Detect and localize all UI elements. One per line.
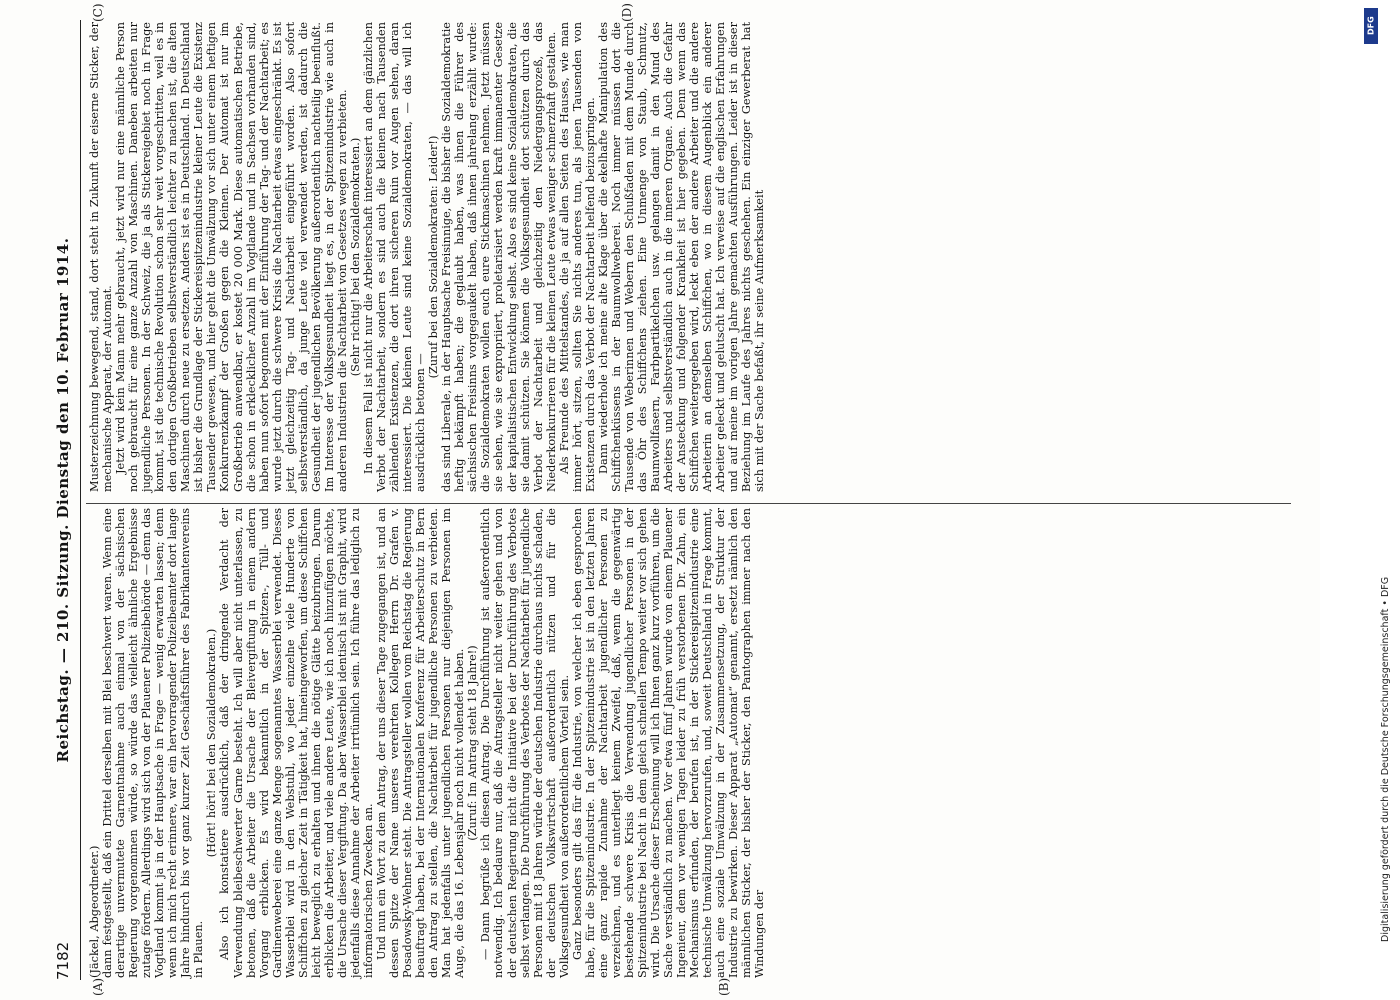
right-column bbox=[88, 22, 766, 492]
left-column bbox=[88, 508, 766, 978]
column-divider bbox=[86, 503, 1291, 504]
right-paragraph: das sind Liberale, in der Hauptsache Freisinnige, die bisher die Sozialdemokratie heftig bekämpft haben; die geglaubt haben, was ihnen die Führer des sächsischen Freisinns vorgegaukelt haben, daß ihnen jahrelang erzählt wurde: die Sozialdemokraten wollen euch eure Stickmaschinen nehmen. Jetzt müssen sie sehen, wie sie expropriiert, proletarisiert werden kraft immanenter Gesetze der kapitalistischen Entwicklung selbst. Also es sind keine Sozialdemokraten, die sie damit schützen. Sie können die Volksgesundheit dort schützen durch das Verbot der Nachtarbeit und gleichzeitig den Niedergangsprozeß, das Niederkonkurrieren für die kleinen Leute etwas weniger schmerzhaft gestalten. bbox=[440, 22, 558, 492]
right-paragraph: (Zuruf bei den Sozialdemokraten: Leider!) bbox=[427, 135, 441, 379]
right-paragraph: In diesem Fall ist nicht nur die Arbeiterschaft interessiert an dem gänzlichen Verbot der Nachtarbeit, sondern es sind auch die kleinen nach Tausenden zählenden Existenzen, die dort ihren sicheren Ruin vor Augen sehen, daran interessiert. Die kleinen Leute sind keine Sozialdemokraten, — das will ich ausdrücklich betonen — bbox=[361, 22, 428, 492]
left-paragraph: — Dann begrüße ich diesen Antrag. Die Durchführung ist außerordentlich notwendig. Ich bedaure nur, daß die Antragsteller nicht weiter gehen und von der deutschen Regierung nicht die Initiative bei der Durchführung des Verbotes selbst verlangen. Die Durchführung des Verbotes der Nachtarbeit für jugendliche Personen mit 18 Jahren würde der deutschen Industrie durchaus nichts schaden, der deutschen Volkswirtschaft außerordentlich nützen und für die Volksgesundheit von außerordentlichem Vorteil sein. bbox=[479, 508, 571, 978]
left-paragraph: Also ich konstatiere ausdrücklich, daß der dringende Verdacht der Verwendung bleibeschwerter Garne besteht. Ich will aber nicht unterlassen, zu betonen, daß die Arbeiter die Ursache der Bleivergiftung in einem andern Vorgang erblicken. Es wird bekanntlich in der Spitzen-, Tüll- und Gardinenweberei eine ganze Menge sogenanntes Wasserblei verwendet. Dieses Wasserblei wird in den Webstuhl, wo jeder einzelne viele Hunderte von Schiffchen zu gleicher Zeit in Tätigkeit hat, hineingeworfen, um diese Schiffchen leicht beweglich zu erhalten und ihnen die nötige Glätte beizubringen. Darum erblicken die Arbeiter, und viele andere Leute, wie ich noch hinzufügen möchte, die Ursache dieser Vergiftung. Da aber Wasserblei identisch ist mit Graphit, wird jedenfalls diese Annahme der Arbeiter irrtümlich sein. Ich führe das lediglich zu informatorischen Zwecken an. bbox=[218, 508, 375, 978]
right-paragraph: Als Freunde des Mittelstandes, die ja auf allen Seiten des Hauses, wie man immer hört, sitzen, sollten Sie nichts anderes tun, als jenen Tausenden von Existenzen durch das Verbot der Nachtarbeit helfend beizuspringen. bbox=[557, 22, 597, 492]
margin-marker-b: (B) bbox=[717, 977, 731, 996]
margin-marker-a: (A) bbox=[91, 977, 105, 996]
right-paragraph: Musterzeichnung bewegend, stand, dort steht in Zukunft der eiserne Sticker, der mechanische Apparat, der Automat. bbox=[88, 22, 115, 492]
page-number: 7182 bbox=[54, 941, 72, 980]
right-paragraph: (Sehr richtig! bei den Sozialdemokraten.) bbox=[348, 137, 362, 377]
left-paragraph: Und nun ein Wort zu dem Antrag, der uns dieser Tage zugegangen ist, und an dessen Spitze der Name unseres verehrten Kollegen Herrn Dr. Grafen v. Posadowsky-Wehner steht. Die Antragsteller wollen vom Reichstag die Regierung beauftragt haben, bei der Internationalen Konferenz für Arbeiterschutz in Bern den Antrag zu stellen, die Nachtarbeit für jugendliche Personen zu verbieten. Man hat jedenfalls unter jugendlichen Personen nur diejenigen Personen im Auge, die das 16. Lebensjahr noch nicht vollendet haben. bbox=[375, 508, 467, 978]
left-paragraph: (Hört! hört! bei den Sozialdemokraten.) bbox=[205, 628, 219, 858]
margin-marker-d: (D) bbox=[620, 3, 634, 22]
header-rule bbox=[80, 20, 81, 980]
page-header bbox=[54, 20, 78, 980]
left-paragraph: Ganz besonders gilt das für die Industrie, von welcher ich eben gesprochen habe, für die Spitzenindustrie. In der Spitzenindustrie ist in den letzten Jahren eine ganz rapide Zunahme der Nachtarbeit jugendlicher Personen zu verzeichnen, und es unterliegt keinem Zweifel, daß, wenn die gegenwärtig bestehende schwere Krisis die Verwendung jugendlicher Personen in der Spitzenindustrie bei Nacht in dem gleich schnellen Tempo weiter vor sich gehen wird. Die Ursache dieser Erscheinung will ich Ihnen ganz kurz vorführen, um die Sache verständlich zu machen. Vor etwa fünf Jahren wurde von einem Plauener Ingenieur, dem vor wenigen Tagen leider zu früh verstorbenen Dr. Zahn, ein Mechanismus erfunden, der berufen ist, in der Stickereispitzenindustrie eine technische Umwälzung hervorzurufen, und, soweit Deutschland in Frage kommt, auch eine soziale Umwälzung in der Zusammensetzung, der Struktur der Industrie zu bewirken. Dieser Apparat „Automat“ genannt, ersetzt nämlich den männlichen Sticker, der bisher der Sticker, den Pantographen immer nach den Windungen der bbox=[570, 508, 767, 978]
right-paragraph: Dann wiederhole ich meine alte Klage über die ekelhafte Manipulation des Schiffchenküssens in der Baumwollweberei. Noch immer müssen dort die Tausende von Weberinnen und Webern den Schußfaden mit dem Munde durch das Öhr des Schiffchens ziehen. Eine Unmenge von Staub, Schmutz, Baumwollfasern, Farbpartikelchen usw. gelangen damit in den Mund des Arbeiters und selbstverständlich auch in die inneren Organe. Auch die Gefahr der Ansteckung und folgender Krankheit ist hier gegeben. Denn wenn das Schiffchen weitergegeben wird, leckt eben der andere Arbeiter und die andere Arbeiterin an demselben Schiffchen, wo in diesem Augenblick ein anderer Arbeiter geleckt und gelutscht hat. Ich verweise auf die englischen Erfahrungen und auf meine im vorigen Jahre gemachten Ausführungen. Leider ist in dieser Beziehung im Laufe des Jahres nichts geschehen. Ein einziger Gewerberat hat sich mit der Sache befaßt, ihr seine Aufmerksamkeit bbox=[596, 22, 767, 492]
margin-marker-c: (C) bbox=[91, 3, 105, 22]
page-title: Reichstag. — 210. Sitzung. Dienstag den 10. Februar 1914. bbox=[54, 237, 72, 763]
dfg-logo: DFG bbox=[1364, 8, 1378, 44]
left-paragraph: (Jäckel, Abgeordneter.) bbox=[88, 845, 101, 978]
right-paragraph: Jetzt wird kein Mann mehr gebraucht, jetzt wird nur eine männliche Person noch gebraucht für eine ganze Anzahl von Maschinen. Daneben arbeiten nur jugendliche Personen. In der Schweiz, die ja als Stickereigebiet noch in Frage kommt, ist die technische Revolution schon sehr weit vorgeschritten, weil es in den dortigen Großbetrieben selbstverständlich leichter zu machen ist, die alten Maschinen durch neue zu ersetzen. Anders ist es in Deutschland. In Deutschland ist bisher die Grundlage der Stickereispitzenindustrie kleiner Leute die Existenz Tausender gewesen, und hier geht die Umwälzung vor sich unter einem heftigen Konkurrenzkampf der Großen gegen die Kleinen. Der Automat ist nur im Großbetrieb anwendbar, er kostet 20 000 Mark. Diese automatischen Betriebe, die schon in erklecklicher Anzahl im Vogtlande und in Sachsen vorhanden sind, haben nun sofort begonnen mit der Einführung der Tag- und der Nachtarbeit; es wurde jetzt durch die schwere Krisis die Nachtarbeit etwas eingeschränkt. Es ist jetzt gleichzeitig Tag- und Nachtarbeit eingeführt worden. Also sofort selbstverständlich, da junge Leute viel verwendet werden, ist dadurch die Gesundheit der jugendlichen Bevölkerung außerordentlich nachteilig beeinflußt. Im Interesse der Volksgesundheit liegt es, in der Spitzenindustrie wie auch in anderen Industrien die Nachtarbeit von Gesetzes wegen zu verbieten. bbox=[114, 22, 349, 492]
digitization-credit: Digitalisierung gefördert durch die Deutsche Forschungsgemeinschaft • DFG bbox=[1380, 576, 1391, 942]
left-paragraph: dann festgestellt, daß ein Drittel derselben mit Blei beschwert waren. Wenn eine derartige unvermutete Garnentnahme auch einmal von der sächsischen Regierung vorgenommen würde, so würde das vielleicht ähnliche Ergebnisse zutage fördern. Allerdings wird sich von der Plauener Polizeibehörde — denn das Vogtland kommt ja in der Hauptsache in Frage — wenig erwarten lassen; denn wenn ich mich recht erinnere, war ein hervorragender Polizeibeamter dort lange Jahre hindurch bis vor ganz kurzer Zeit Geschäftsführer des Fabrikantenvereins in Plauen. bbox=[101, 508, 206, 978]
left-paragraph: (Zuruf: Im Antrag steht 18 Jahre!) bbox=[466, 645, 480, 841]
